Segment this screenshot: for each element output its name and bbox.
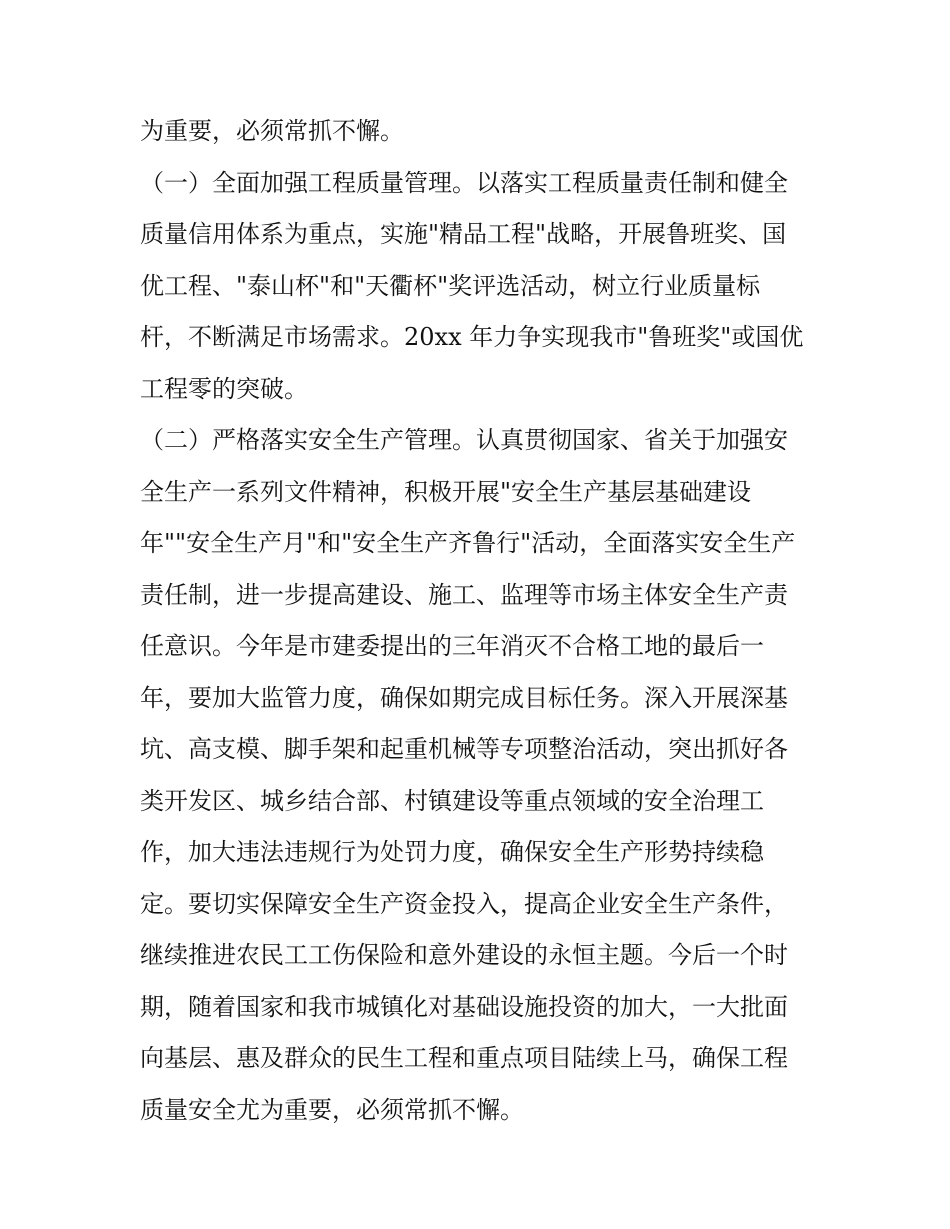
- text-line: 向基层、惠及群众的民生工程和重点项目陆续上马，确保工程: [140, 1044, 788, 1072]
- text-line: 任意识。今年是市建委提出的三年消灭不合格工地的最后一: [140, 632, 764, 660]
- text-line: 期，随着国家和我市城镇化对基础设施投资的加大，一大批面: [140, 992, 788, 1021]
- text-line: 全生产一系列文件精神，积极开展"安全生产基层基础建设: [140, 477, 752, 506]
- text-line: 年，要加大监管力度，确保如期完成目标任务。深入开展深基: [140, 683, 788, 712]
- text-line: 年""安全生产月"和"安全生产齐鲁行"活动，全面落实安全生产: [140, 529, 796, 557]
- text-line: 作，加大违法违规行为处罚力度，确保安全生产形势持续稳: [140, 838, 764, 866]
- text-line: 质量安全尤为重要，必须常抓不懈。: [140, 1095, 524, 1124]
- text-line: 责任制，进一步提高建设、施工、监理等市场主体安全生产责: [140, 580, 788, 609]
- text-line: 优工程、"泰山杯"和"天衢杯"奖评选活动，树立行业质量标: [140, 271, 761, 300]
- text-line: （二）严格落实安全生产管理。认真贯彻国家、省关于加强安: [140, 426, 788, 454]
- text-line: 继续推进农民工工伤保险和意外建设的永恒主题。今后一个时: [140, 941, 788, 969]
- text-line: （一）全面加强工程质量管理。以落实工程质量责任制和健全: [140, 168, 788, 197]
- text-line: 杆，不断满足市场需求。20xx 年力争实现我市"鲁班奖"或国优: [140, 323, 804, 351]
- text-line: 工程零的突破。: [140, 374, 308, 403]
- text-line: 质量信用体系为重点，实施"精品工程"战略，开展鲁班奖、国: [140, 220, 787, 248]
- document-body: [140, 106, 820, 1136]
- text-line: 为重要，必须常抓不懈。: [140, 117, 404, 145]
- text-line: 坑、高支模、脚手架和起重机械等专项整治活动，突出抓好各: [140, 735, 788, 763]
- text-line: 类开发区、城乡结合部、村镇建设等重点领域的安全治理工: [140, 786, 764, 815]
- text-line: 定。要切实保障安全生产资金投入，提高企业安全生产条件，: [140, 889, 788, 918]
